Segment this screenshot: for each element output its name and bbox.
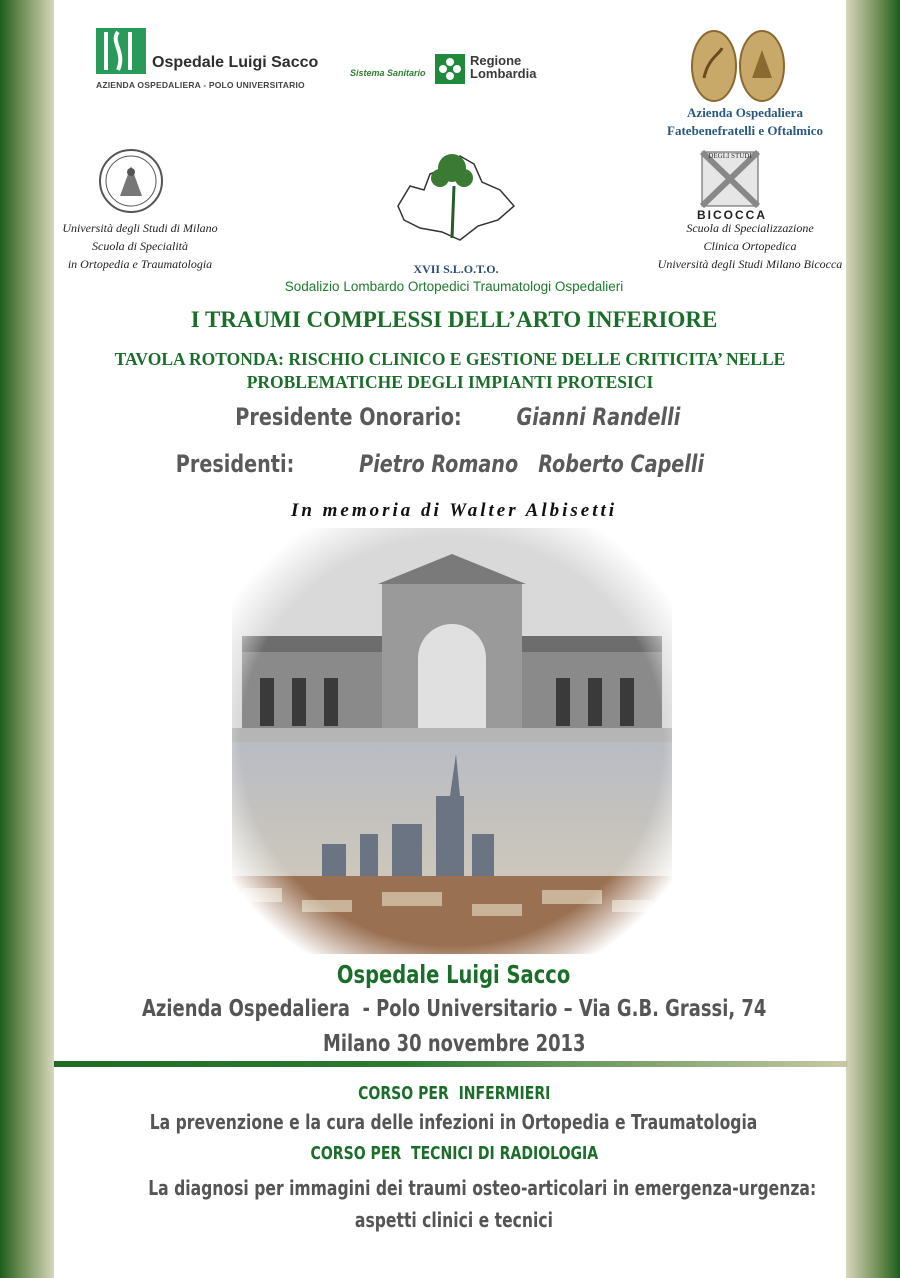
- honorary-label: Presidente Onorario:: [235, 403, 462, 431]
- sacco-logo-icon: [96, 28, 146, 74]
- bicocca-mark-word: BICOCCA: [697, 208, 767, 222]
- left-border: [0, 0, 54, 1278]
- course-desc-radiology-line2-text: aspetti clinici e tecnici: [354, 1208, 554, 1232]
- lombardia-name: [470, 54, 536, 80]
- fatebenefratelli-name: [640, 104, 850, 140]
- honorary-name: Gianni Randelli: [516, 403, 681, 431]
- fatebenefratelli-line1: Azienda Ospedaliera: [687, 105, 803, 120]
- unimi-line3: in Ortopedia e Traumatologia: [67, 257, 213, 271]
- lombardia-label: Sistema Sanitario: [350, 68, 426, 78]
- section-divider: [54, 1061, 848, 1067]
- bicocca-text: [640, 219, 860, 273]
- bicocca-mark-top: DEGLI STUDI: [708, 152, 752, 160]
- venue-name: [54, 960, 854, 990]
- event-subtitle-line1: TAVOLA ROTONDA: RISCHIO CLINICO E GESTIONE DELLE CRITICITA’ NELLE: [114, 349, 786, 369]
- sacco-logo-name: Ospedale Luigi Sacco: [152, 54, 319, 71]
- memorial-line: In memoria di Walter Albisetti: [290, 500, 618, 521]
- bicocca-line2: Clinica Ortopedica: [703, 239, 797, 253]
- course-desc-radiology-line2: [54, 1208, 854, 1233]
- fatebenefratelli-line2: Fatebenefratelli e Oftalmico: [667, 123, 823, 138]
- bicocca-line3: Università degli Studi Milano Bicocca: [657, 257, 843, 271]
- lombardia-name-line2: Lombardia: [470, 66, 537, 81]
- bicocca-line1: Scuola di Specializzazione: [686, 221, 814, 235]
- bicocca-logo-icon: [696, 146, 768, 222]
- sacco-logo-subtitle: AZIENDA OSPEDALIERA - POLO UNIVERSITARIO: [96, 80, 305, 90]
- course-desc-radiology-line1: [54, 1176, 854, 1201]
- event-date-text: Milano 30 novembre 2013: [322, 1031, 586, 1057]
- unimi-seal-icon: [98, 148, 164, 214]
- lombardia-rose-icon: [435, 54, 465, 84]
- presidents: [54, 450, 854, 479]
- event-date: [54, 1030, 854, 1057]
- unimi-line1: Università degli Studi di Milano: [62, 221, 218, 235]
- event-subtitle: [60, 348, 840, 394]
- venue-address: [54, 995, 854, 1022]
- venue-address-text: Azienda Ospedaliera - Polo Universitario – Via G.B. Grassi, 74: [142, 996, 767, 1022]
- course-heading-nurses: [54, 1083, 854, 1104]
- course-heading-radiology-text: CORSO PER TECNICI DI RADIOLOGIA: [310, 1143, 598, 1164]
- presidents-names: Pietro Romano Roberto Capelli: [358, 450, 704, 478]
- lombardy-map-tree-icon: [390, 146, 520, 246]
- presidents-label: Presidenti:: [175, 450, 295, 478]
- course-desc-nurses: [54, 1110, 854, 1135]
- fatebenefratelli-seal-icon: [690, 28, 786, 104]
- sloto-title: XVII S.L.O.T.O.: [413, 262, 499, 276]
- unimi-line2: Scuola di Specialità: [92, 239, 188, 253]
- lombardia-name-line1: Regione: [470, 53, 522, 68]
- course-heading-radiology: [54, 1143, 854, 1164]
- course-heading-nurses-text: CORSO PER INFERMIERI: [357, 1083, 551, 1104]
- event-title: I TRAUMI COMPLESSI DELL’ARTO INFERIORE: [190, 307, 718, 332]
- course-desc-nurses-text: La prevenzione e la cura delle infezioni in Ortopedia e Traumatologia: [150, 1110, 758, 1134]
- venue-name-text: Ospedale Luigi Sacco: [337, 960, 571, 989]
- course-desc-radiology-line1-text: La diagnosi per immagini dei traumi osteo-articolari in emergenza-urgenza:: [148, 1176, 817, 1200]
- right-border: [846, 0, 900, 1278]
- sloto-full-name: Sodalizio Lombardo Ortopedici Traumatologi Ospedalieri: [284, 279, 624, 294]
- milan-photo-collage: [232, 528, 672, 954]
- unimi-text: [50, 219, 230, 273]
- event-subtitle-line2: PROBLEMATICHE DEGLI IMPIANTI PROTESICI: [246, 372, 654, 392]
- honorary-president: [54, 403, 854, 432]
